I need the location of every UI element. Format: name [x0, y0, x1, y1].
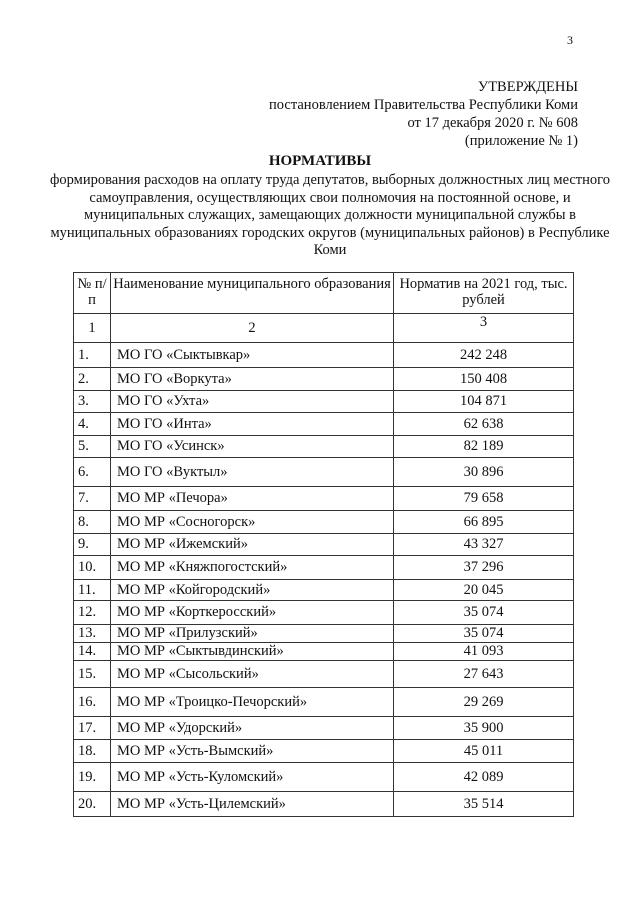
- norm-value: 150 408: [394, 368, 574, 391]
- norm-value: 29 269: [394, 688, 574, 717]
- header-cell: Наименование муниципального образования: [111, 273, 394, 314]
- municipality-name: МО ГО «Усинск»: [111, 436, 394, 458]
- norm-value: 82 189: [394, 436, 574, 458]
- column-number: 1: [74, 314, 111, 343]
- municipality-name: МО МР «Княжпогостский»: [111, 556, 394, 580]
- row-number: 13.: [74, 625, 111, 643]
- municipality-name: МО МР «Троицко-Печорский»: [111, 688, 394, 717]
- row-number: 7.: [74, 487, 111, 511]
- municipality-name: МО МР «Койгородский»: [111, 580, 394, 601]
- table-row: [74, 487, 574, 511]
- row-number: 11.: [74, 580, 111, 601]
- municipality-name: МО ГО «Ухта»: [111, 391, 394, 413]
- municipality-name: МО ГО «Воркута»: [111, 368, 394, 391]
- norm-value: 242 248: [394, 343, 574, 368]
- row-number: 19.: [74, 763, 111, 792]
- row-number: 15.: [74, 661, 111, 688]
- municipality-name: МО МР «Усть-Вымский»: [111, 740, 394, 763]
- row-number: 10.: [74, 556, 111, 580]
- column-number: 3: [394, 314, 574, 343]
- municipality-name: МО МР «Ижемский»: [111, 534, 394, 556]
- table-row: [74, 763, 574, 792]
- norm-value: 42 089: [394, 763, 574, 792]
- page-number: 3: [567, 33, 573, 47]
- row-number: 2.: [74, 368, 111, 391]
- municipality-name: МО МР «Сысольский»: [111, 661, 394, 688]
- table-row: [74, 625, 574, 643]
- norm-value: 27 643: [394, 661, 574, 688]
- row-number: 5.: [74, 436, 111, 458]
- approval-line: УТВЕРЖДЕНЫ: [477, 79, 578, 95]
- norm-value: 35 900: [394, 717, 574, 740]
- table-row: [74, 580, 574, 601]
- row-number: 12.: [74, 601, 111, 625]
- table-row: [74, 343, 574, 368]
- norm-value: 30 896: [394, 458, 574, 487]
- table-row: [74, 792, 574, 817]
- table-row: [74, 391, 574, 413]
- approval-line: постановлением Правительства Республики Коми: [269, 97, 578, 113]
- norm-value: 35 074: [394, 601, 574, 625]
- document-title: НОРМАТИВЫ: [268, 153, 372, 169]
- norm-value: 104 871: [394, 391, 574, 413]
- norm-value: 41 093: [394, 643, 574, 661]
- header-row: [74, 273, 574, 314]
- table-row: [74, 740, 574, 763]
- table-row: [74, 717, 574, 740]
- row-number: 6.: [74, 458, 111, 487]
- approval-line: (приложение № 1): [464, 133, 578, 149]
- row-number: 8.: [74, 511, 111, 534]
- row-number: 3.: [74, 391, 111, 413]
- document-subtitle: формирования расходов на оплату труда депутатов, выборных должностных лиц местного самоуправления, осуществляющих свои полномочия на постоянной основе, и муниципальных служащих, замещающих должности муниципальной службы в муниципальных образованиях городских округов (муниципальных районов) в Республике Коми: [50, 172, 610, 258]
- row-number: 18.: [74, 740, 111, 763]
- table-row: [74, 643, 574, 661]
- table-row: [74, 458, 574, 487]
- norms-table: [73, 272, 574, 817]
- municipality-name: МО МР «Удорский»: [111, 717, 394, 740]
- table-row: [74, 511, 574, 534]
- municipality-name: МО МР «Усть-Цилемский»: [111, 792, 394, 817]
- approval-line: от 17 декабря 2020 г. № 608: [407, 115, 578, 131]
- municipality-name: МО МР «Прилузский»: [111, 625, 394, 643]
- norm-value: 35 074: [394, 625, 574, 643]
- norm-value: 43 327: [394, 534, 574, 556]
- norm-value: 37 296: [394, 556, 574, 580]
- row-number: 4.: [74, 413, 111, 436]
- table-row: [74, 556, 574, 580]
- municipality-name: МО МР «Корткеросский»: [111, 601, 394, 625]
- row-number: 17.: [74, 717, 111, 740]
- header-cell: Норматив на 2021 год, тыс. рублей: [394, 273, 574, 314]
- table-row: [74, 661, 574, 688]
- municipality-name: МО ГО «Вуктыл»: [111, 458, 394, 487]
- municipality-name: МО МР «Сосногорск»: [111, 511, 394, 534]
- table-row: [74, 534, 574, 556]
- municipality-name: МО МР «Печора»: [111, 487, 394, 511]
- table-row: [74, 688, 574, 717]
- norm-value: 45 011: [394, 740, 574, 763]
- row-number: 14.: [74, 643, 111, 661]
- norm-value: 20 045: [394, 580, 574, 601]
- table-row: [74, 436, 574, 458]
- municipality-name: МО МР «Усть-Куломский»: [111, 763, 394, 792]
- row-number: 20.: [74, 792, 111, 817]
- row-number: 9.: [74, 534, 111, 556]
- approval-block: [269, 78, 578, 150]
- norm-value: 62 638: [394, 413, 574, 436]
- municipality-name: МО ГО «Сыктывкар»: [111, 343, 394, 368]
- norm-value: 79 658: [394, 487, 574, 511]
- row-number: 16.: [74, 688, 111, 717]
- table-row: [74, 413, 574, 436]
- column-number: 2: [111, 314, 394, 343]
- row-number: 1.: [74, 343, 111, 368]
- norm-value: 35 514: [394, 792, 574, 817]
- column-number-row: [74, 314, 574, 343]
- header-cell: № п/п: [74, 273, 111, 314]
- norm-value: 66 895: [394, 511, 574, 534]
- table-row: [74, 368, 574, 391]
- table-row: [74, 601, 574, 625]
- municipality-name: МО ГО «Инта»: [111, 413, 394, 436]
- municipality-name: МО МР «Сыктывдинский»: [111, 643, 394, 661]
